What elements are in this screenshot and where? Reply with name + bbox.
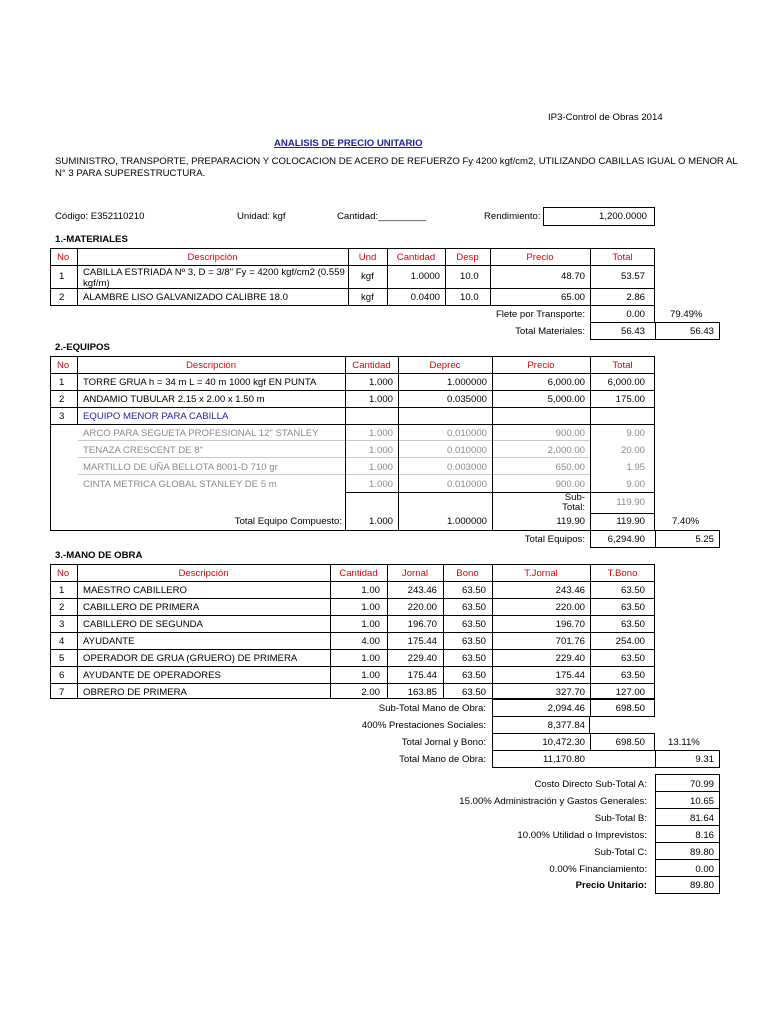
col-header-precio: Precio [527,360,555,371]
equipo-subtotal-label-2: Total: [562,502,585,513]
flete-value: 0.00 [626,309,645,320]
material-description: ALAMBRE LISO GALVANIZADO CALIBRE 18.0 [83,292,288,303]
rendimiento-label: Rendimiento: [484,211,541,222]
worker-tbono: 127.00 [615,687,645,698]
sub-equipo-description: CINTA METRICA GLOBAL STANLEY DE 5 m [83,479,277,490]
worker-quantity: 1.00 [361,653,380,664]
table-row-no: 1 [59,377,65,388]
material-quantity: 0.0400 [410,292,440,303]
total-jornal-bono-label: Total Jornal y Bono: [401,737,486,748]
sub-equipo-description: TENAZA CRESCENT DE 8" [83,445,203,456]
sub-equipo-total: 1.95 [626,462,645,473]
worker-jornal: 220.00 [407,602,437,613]
material-total: 2.86 [626,292,645,303]
sub-equipo-price: 650.00 [555,462,585,473]
worker-quantity: 1.00 [361,602,380,613]
worker-description: OPERADOR DE GRUA (GRUERO) DE PRIMERA [83,653,298,664]
col-header-no: No [57,360,70,371]
worker-tjornal: 220.00 [555,602,585,613]
subtotal-mano-obra-jornal: 2,094.46 [547,703,585,714]
col-header-tbono: T.Bono [607,568,638,579]
company-label: IP3-Control de Obras 2014 [548,112,663,123]
total-jornal-bono-percent: 13.11% [668,737,700,748]
col-header-cantidad: Cantidad [339,568,378,579]
total-materiales-value-2: 56.43 [689,326,714,337]
worker-jornal: 175.44 [407,670,437,681]
subtotal-mano-obra-label: Sub-Total Mano de Obra: [378,703,486,714]
table-row-no: 2 [59,292,65,303]
col-header-precio: Precio [526,252,554,263]
sub-equipo-total: 20.00 [620,445,645,456]
equipo-quantity: 1.000 [368,377,393,388]
material-price: 48.70 [560,271,585,282]
worker-tbono: 63.50 [620,585,645,596]
col-header-descripcion: Descripción [187,252,238,263]
material-quantity: 1.0000 [410,271,440,282]
compuesto-price: 119.90 [556,516,585,527]
financiamiento-label: 0.00% Financiamiento: [549,864,647,875]
precio-unitario-label: Precio Unitario: [575,880,647,891]
equipo-total: 175.00 [615,394,645,405]
total-jornal-bono-bono: 698.50 [615,737,645,748]
worker-tbono: 63.50 [620,602,645,613]
worker-jornal: 163.85 [407,687,437,698]
cantidad-label: Cantidad:_________ [337,211,427,222]
total-equipos-value: 6,294.90 [607,534,645,545]
table-row-no: 4 [59,636,65,647]
material-unit: kgf [361,292,374,303]
equipo-subtotal-value: 119.90 [616,497,645,508]
total-equipos-value-2: 5.25 [695,534,714,545]
table-row-no: 5 [59,653,65,664]
total-materiales-label: Total Materiales: [515,326,585,337]
worker-quantity: 4.00 [361,636,380,647]
equipo-subtotal-label: Sub- [564,492,585,503]
equipo-deprec: 1.000000 [446,377,487,388]
description-line-1: SUMINISTRO, TRANSPORTE, PREPARACION Y COLOCACION DE ACERO DE REFUERZO Fy 4200 kgf/cm2, UTILIZANDO CABILLAS IGUAL O MENOR AL [55,156,738,167]
table-row-no: 6 [59,670,65,681]
col-header-no: No [57,568,70,579]
table-row-no: 3 [59,411,65,422]
description-line-2: N° 3 PARA SUPERESTRUCTURA. [55,168,206,179]
equipo-quantity: 1.000 [368,394,393,405]
equipo-description: TORRE GRUA h = 34 m L = 40 m 1000 kgf EN PUNTA [83,377,317,388]
unidad-label: Unidad: kgf [237,211,286,222]
utilidad-label: 10.00% Utilidad o Imprevistos: [517,830,647,841]
compound-equipment-title: EQUIPO MENOR PARA CABILLA [83,411,229,422]
precio-unitario-value: 89.80 [689,880,714,891]
material-waste: 10.0 [460,271,479,282]
rendimiento-value: 1,200.0000 [598,211,647,222]
worker-quantity: 1.00 [361,619,380,630]
worker-tjornal: 229.40 [555,653,585,664]
worker-description: MAESTRO CABILLERO [83,585,187,596]
flete-label: Flete por Transporte: [495,309,585,320]
compuesto-deprec: 1.000000 [446,516,487,527]
sub-equipo-description: MARTILLO DE UÑA BELLOTA 8001-D 710 gr [83,462,278,473]
subtotal-c-value: 89.80 [689,847,714,858]
equipos-heading: 2.-EQUIPOS [55,342,110,353]
sub-equipo-price: 900.00 [555,479,585,490]
worker-description: AYUDANTE [83,636,135,647]
worker-jornal: 175.44 [407,636,437,647]
compuesto-percent: 7.40% [672,516,700,527]
worker-bono: 63.50 [461,636,486,647]
sub-equipo-deprec: 0.003000 [446,462,487,473]
col-header-descripcion: Descripción [178,568,229,579]
col-header-bono: Bono [456,568,479,579]
sub-equipo-total: 9.00 [626,479,645,490]
sub-equipo-deprec: 0.010000 [446,445,487,456]
material-waste: 10.0 [460,292,479,303]
worker-tjornal: 196.70 [555,619,585,630]
equipo-price: 5,000.00 [547,394,585,405]
equipo-deprec: 0.035000 [446,394,487,405]
equipo-description: ANDAMIO TUBULAR 2.15 x 2.00 x 1.50 m [83,394,265,405]
financiamiento-value: 0.00 [695,864,714,875]
sub-equipo-deprec: 0.010000 [446,428,487,439]
subtotal-mano-obra-bono: 698.50 [615,703,645,714]
sub-equipo-quantity: 1.000 [368,445,393,456]
material-description-cont: kgf/m) [83,278,110,289]
col-header-deprec: Deprec [429,360,461,371]
compuesto-total: 119.90 [616,516,645,527]
sub-equipo-quantity: 1.000 [368,428,393,439]
table-row-no: 1 [59,585,65,596]
table-row-no: 7 [59,687,65,698]
costo-directo-label: Costo Directo Sub-Total A: [534,779,647,790]
worker-bono: 63.50 [461,619,486,630]
worker-jornal: 196.70 [407,619,437,630]
worker-bono: 63.50 [461,687,486,698]
prestaciones-value: 8,377.84 [547,720,585,731]
administracion-value: 10.65 [689,796,714,807]
total-jornal-bono-jornal: 10,472.30 [542,737,585,748]
table-row-no: 2 [59,602,65,613]
prestaciones-label: 400% Prestaciones Sociales: [361,720,486,731]
subtotal-b-label: Sub-Total B: [594,813,647,824]
sub-equipo-price: 2,000.00 [547,445,585,456]
worker-tbono: 63.50 [620,670,645,681]
total-equipo-compuesto-label: Total Equipo Compuesto: [234,516,342,527]
worker-tjornal: 327.70 [555,687,585,698]
col-header-total: Total [612,360,633,371]
material-price: 65.00 [560,292,585,303]
total-equipos-label: Total Equipos: [524,534,585,545]
material-description: CABILLA ESTRIADA Nº 3, D = 3/8" Fy = 4200 kgf/cm2 (0.559 [83,267,345,278]
utilidad-value: 8.16 [695,830,714,841]
worker-description: AYUDANTE DE OPERADORES [83,670,221,681]
col-header-cantidad: Cantidad [396,252,436,263]
materiales-heading: 1.-MATERIALES [55,234,128,245]
subtotal-b-value: 81.64 [689,813,714,824]
col-header-total: Total [612,252,633,263]
col-header-desp: Desp [456,252,479,263]
costo-directo-value: 70.99 [689,779,714,790]
material-total: 53.57 [620,271,645,282]
worker-tjornal: 701.76 [555,636,585,647]
worker-jornal: 229.40 [407,653,437,664]
table-row-no: 2 [59,394,65,405]
worker-bono: 63.50 [461,653,486,664]
worker-tbono: 63.50 [620,653,645,664]
compuesto-quantity: 1.000 [368,516,393,527]
equipo-total: 6,000.00 [607,377,645,388]
col-header-und: Und [358,252,377,263]
worker-tbono: 63.50 [620,619,645,630]
worker-description: CABILLERO DE SEGUNDA [83,619,203,630]
table-row-no: 3 [59,619,65,630]
mano-obra-heading: 3.-MANO DE OBRA [55,550,143,561]
sub-equipo-quantity: 1.000 [368,462,393,473]
col-header-no: No [57,252,70,263]
col-header-jornal: Jornal [401,568,429,579]
total-mano-obra-label: Total Mano de Obra: [399,754,486,765]
sub-equipo-deprec: 0.010000 [446,479,487,490]
equipo-price: 6,000.00 [547,377,585,388]
table-row-no: 1 [59,271,65,282]
worker-description: OBRERO DE PRIMERA [83,687,187,698]
worker-quantity: 1.00 [361,670,380,681]
worker-jornal: 243.46 [407,585,437,596]
sub-equipo-description: ARCO PARA SEGUETA PROFESIONAL 12" STANLEY [83,428,319,439]
col-header-descripcion: Descripción [185,360,237,371]
worker-bono: 63.50 [461,602,486,613]
codigo-label: Código: E352110210 [55,211,145,222]
worker-quantity: 1.00 [361,585,380,596]
sub-equipo-quantity: 1.000 [368,479,393,490]
total-mano-obra-value: 11,170.80 [543,754,585,765]
worker-tjornal: 243.46 [555,585,585,596]
sub-equipo-total: 9.00 [626,428,645,439]
col-header-cantidad: Cantidad [352,360,391,371]
worker-tbono: 254.00 [615,636,645,647]
worker-bono: 63.50 [461,670,486,681]
sub-equipo-price: 900.00 [555,428,585,439]
total-mano-obra-value-2: 9.31 [695,754,714,765]
material-unit: kgf [361,271,374,282]
worker-quantity: 2.00 [361,687,380,698]
page-title: ANALISIS DE PRECIO UNITARIO [274,138,423,149]
worker-tjornal: 175.44 [555,670,585,681]
total-materiales-value: 56.43 [620,326,645,337]
subtotal-c-label: Sub-Total C: [594,847,647,858]
flete-percent: 79.49% [670,309,703,320]
worker-description: CABILLERO DE PRIMERA [83,602,200,613]
col-header-tjornal: T.Jornal [524,568,558,579]
administracion-label: 15.00% Administración y Gastos Generales: [459,796,647,807]
worker-bono: 63.50 [461,585,486,596]
